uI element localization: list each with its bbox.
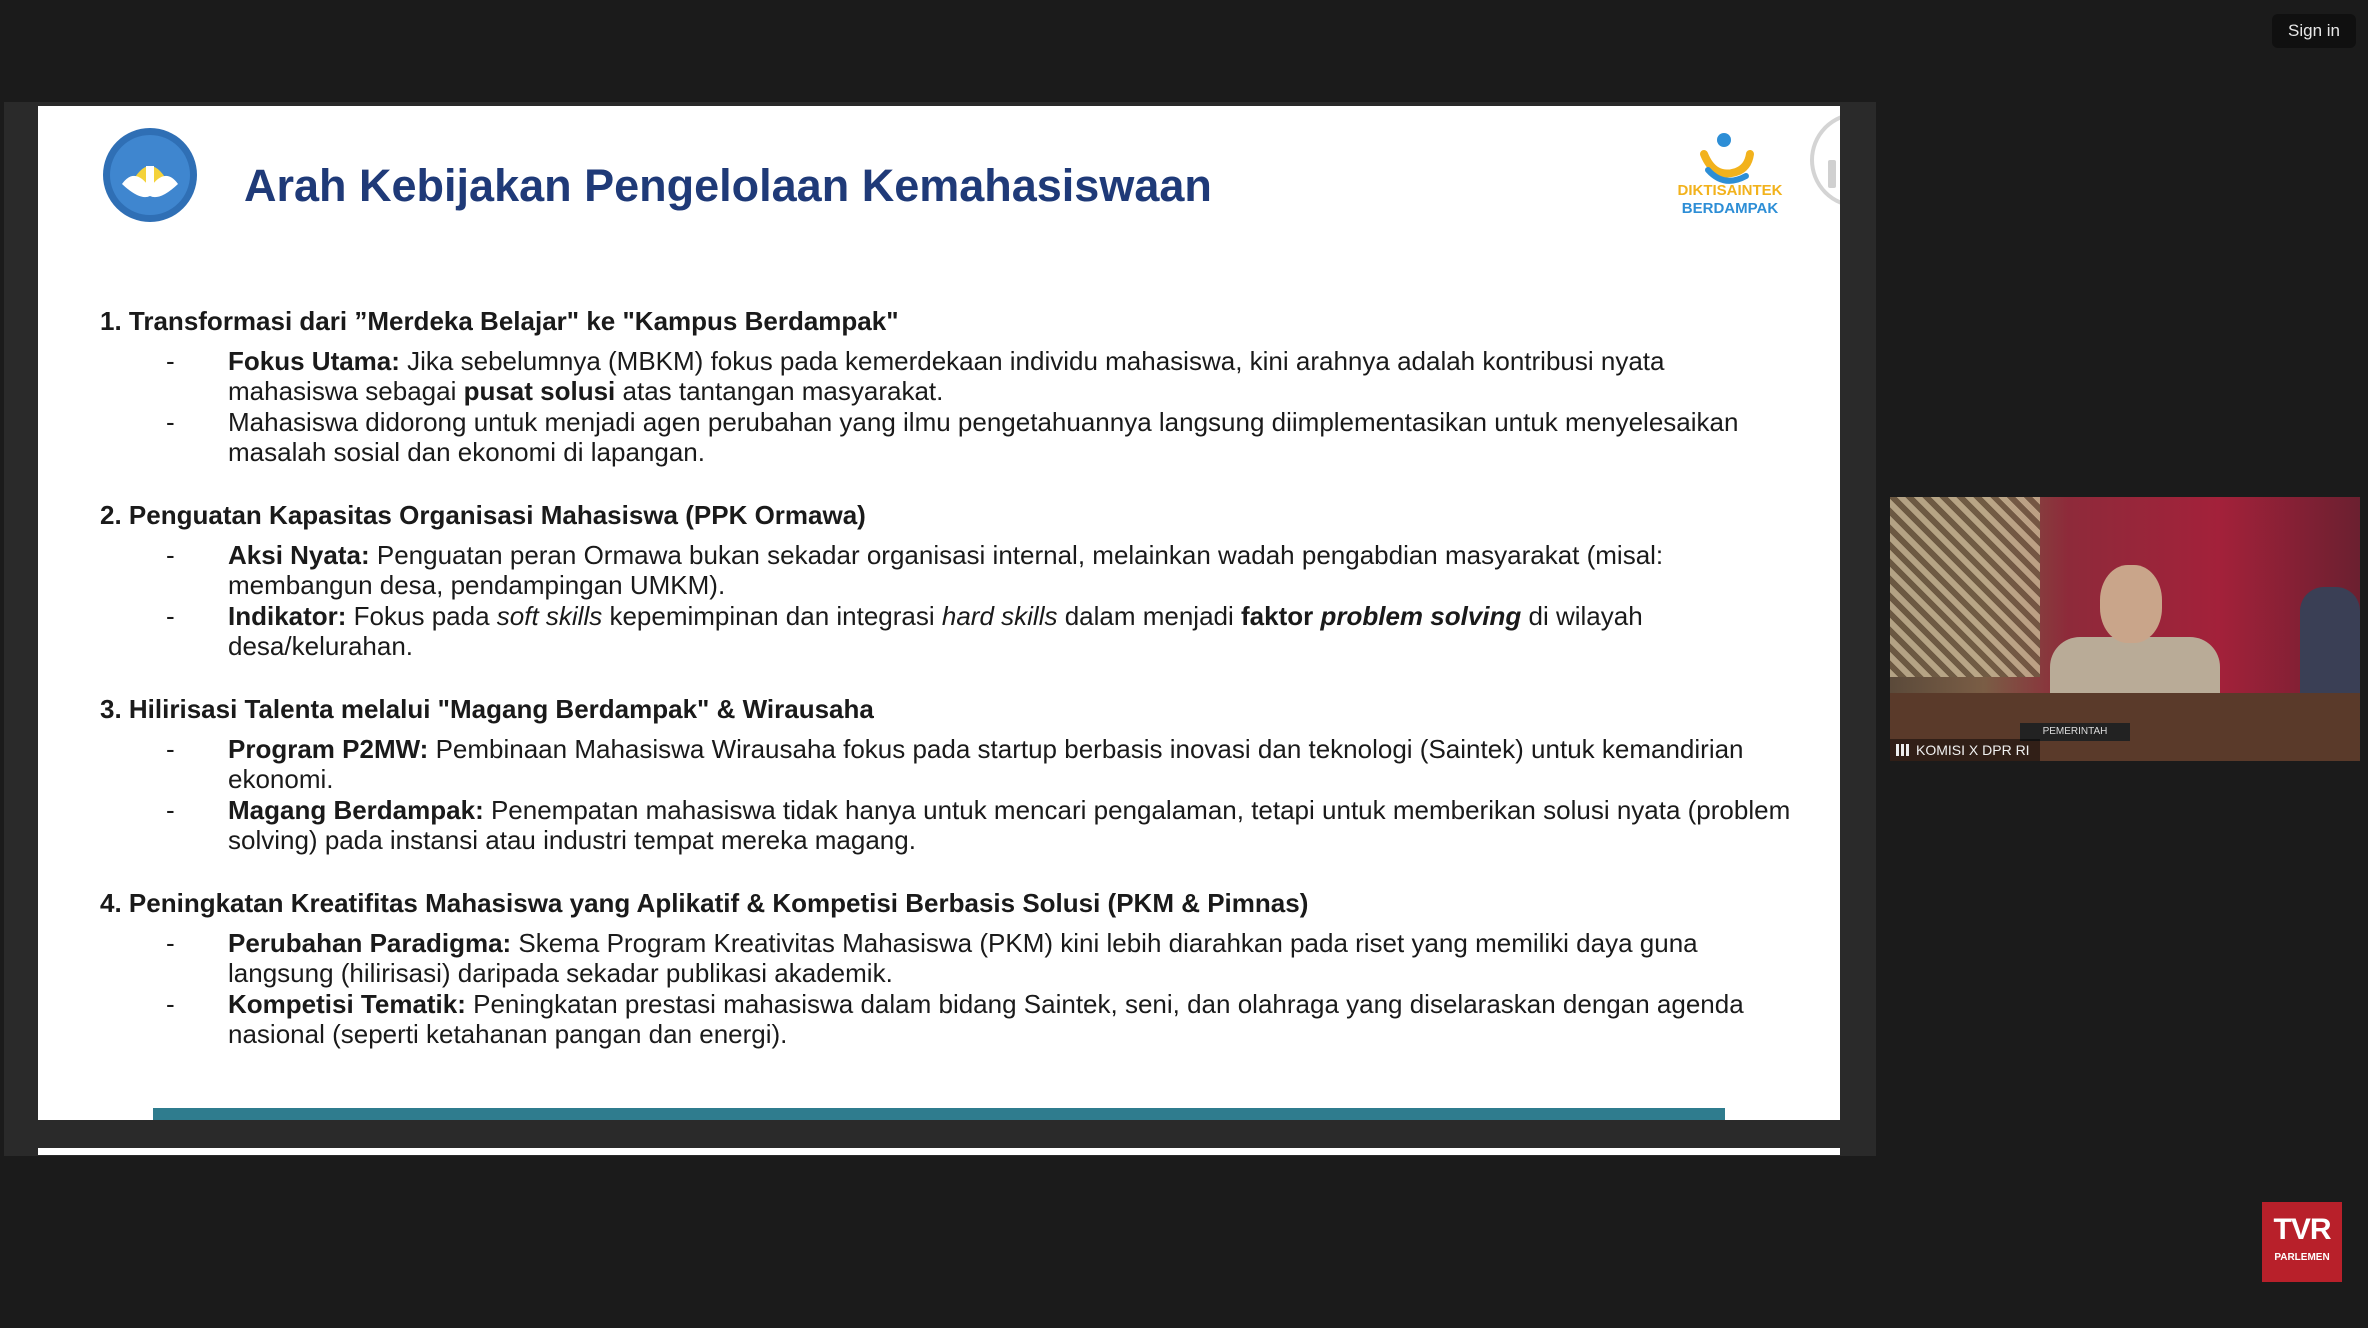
bullet-item (100, 928, 1800, 988)
bullet-label: Perubahan Paradigma: (228, 928, 512, 958)
bullet-label: Aksi Nyata: (228, 540, 370, 570)
tvr-parlemen-logo (2262, 1202, 2342, 1282)
bullet-text: Skema Program Kreativitas Mahasiswa (PKM) kini lebih diarahkan pada riset yang memiliki daya guna langsung (hilirisasi) daripada sekadar publikasi akademik. (228, 928, 1698, 988)
bullet-text: dalam menjadi (1057, 601, 1242, 631)
slide-footer-bar (153, 1108, 1725, 1120)
bullet-text: Penempatan mahasiswa tidak hanya untuk mencari pengalaman, tetapi untuk memberikan solusi nyata (problem solving) pada instansi atau industri tempat mereka magang. (228, 795, 1791, 855)
section-4 (100, 888, 1800, 1049)
slide-content (100, 306, 1800, 1082)
bullet-text: Fokus pada (346, 601, 497, 631)
bullet-bold: pusat solusi (463, 376, 616, 406)
bullet-dash: - (166, 928, 175, 958)
bullet-dash: - (166, 601, 175, 631)
wall-pattern (1890, 497, 2040, 677)
bullet-text: Penguatan peran Ormawa bukan sekadar organisasi internal, melainkan wadah pengabdian masyarakat (misal: membangun desa, pendampingan UMKM). (228, 540, 1664, 600)
bullet-label: Indikator: (228, 601, 347, 631)
section-heading: 4. Peningkatan Kreatifitas Mahasiswa yang Aplikatif & Kompetisi Berbasis Solusi (PKM & Pimnas) (100, 888, 1309, 918)
brand-name (1674, 182, 1786, 218)
slide-title: Arah Kebijakan Pengelolaan Kemahasiswaan (244, 160, 1212, 211)
bullet-label: Program P2MW: (228, 734, 429, 764)
tut-wuri-handayani-logo (100, 126, 200, 224)
bullet-dash: - (166, 407, 175, 437)
bullet-dash: - (166, 540, 175, 570)
bullet-item (100, 989, 1800, 1049)
section-heading: 3. Hilirisasi Talenta melalui "Magang Berdampak" & Wirausaha (100, 694, 874, 724)
brand-line1: DIKTISAINTEK (1677, 182, 1783, 199)
brand-line2: BERDAMPAK (1681, 200, 1779, 217)
tvr-logo-subtext: PARLEMEN (2274, 1252, 2330, 1263)
bullet-item (100, 346, 1800, 406)
speaker-head (2100, 565, 2162, 643)
section-3 (100, 694, 1800, 855)
bullet-text: Jika sebelumnya (MBKM) fokus pada kemerdekaan individu mahasiswa, kini arahnya adalah kontribusi nyata mahasiswa sebagai (228, 346, 1665, 406)
desk-nameplate: PEMERINTAH (2020, 723, 2130, 741)
bullet-item (100, 795, 1800, 855)
signal-strength-icon (1896, 744, 1912, 756)
bullet-italic: soft skills (496, 601, 603, 631)
slide-edge-strip (38, 1148, 1840, 1155)
bullet-item (100, 734, 1800, 794)
participant-video-tile[interactable] (1890, 497, 2360, 761)
section-heading: 1. Transformasi dari ”Merdeka Belajar" ke "Kampus Berdampak" (100, 306, 899, 336)
bullet-label: Kompetisi Tematik: (228, 989, 466, 1019)
bullet-dash: - (166, 734, 175, 764)
participant-label (1890, 739, 2040, 761)
bullet-dash: - (166, 795, 175, 825)
bullet-text-tail: atas tantangan masyarakat. (615, 376, 944, 406)
cursor-indicator-icon (1810, 112, 1840, 208)
bullet-text-tail: di wilayah desa/kelurahan. (228, 601, 1643, 661)
bullet-bold-italic: problem solving (1320, 601, 1522, 631)
bullet-label: Magang Berdampak: (228, 795, 484, 825)
presentation-slide (38, 106, 1840, 1120)
bullet-bold: faktor (1241, 601, 1321, 631)
tvr-logo-text: TVR (2273, 1213, 2331, 1246)
bullet-dash: - (166, 346, 175, 376)
bullet-label: Fokus Utama: (228, 346, 400, 376)
bullet-text: Peningkatan prestasi mahasiswa dalam bidang Saintek, seni, dan olahraga yang diselaraskan dengan agenda nasional (seperti ketahanan pangan dan energi). (228, 989, 1744, 1049)
bullet-dash: - (166, 989, 175, 1019)
section-2 (100, 500, 1800, 661)
participant-name: KOMISI X DPR RI (1916, 742, 2030, 758)
bullet-item (100, 540, 1800, 600)
bullet-text: Pembinaan Mahasiswa Wirausaha fokus pada startup berbasis inovasi dan teknologi (Saintek) untuk kemandirian ekonomi. (228, 734, 1744, 794)
bullet-italic: hard skills (941, 601, 1058, 631)
bullet-item (100, 407, 1800, 467)
section-heading: 2. Penguatan Kapasitas Organisasi Mahasiswa (PPK Ormawa) (100, 500, 866, 530)
section-1 (100, 306, 1800, 467)
bullet-text: kepemimpinan dan integrasi (602, 601, 942, 631)
sign-in-button[interactable]: Sign in (2272, 14, 2356, 48)
bullet-text: Mahasiswa didorong untuk menjadi agen perubahan yang ilmu pengetahuannya langsung diimplementasikan untuk menyelesaikan masalah sosial dan ekonomi di lapangan. (228, 407, 1739, 467)
bullet-item (100, 601, 1800, 661)
